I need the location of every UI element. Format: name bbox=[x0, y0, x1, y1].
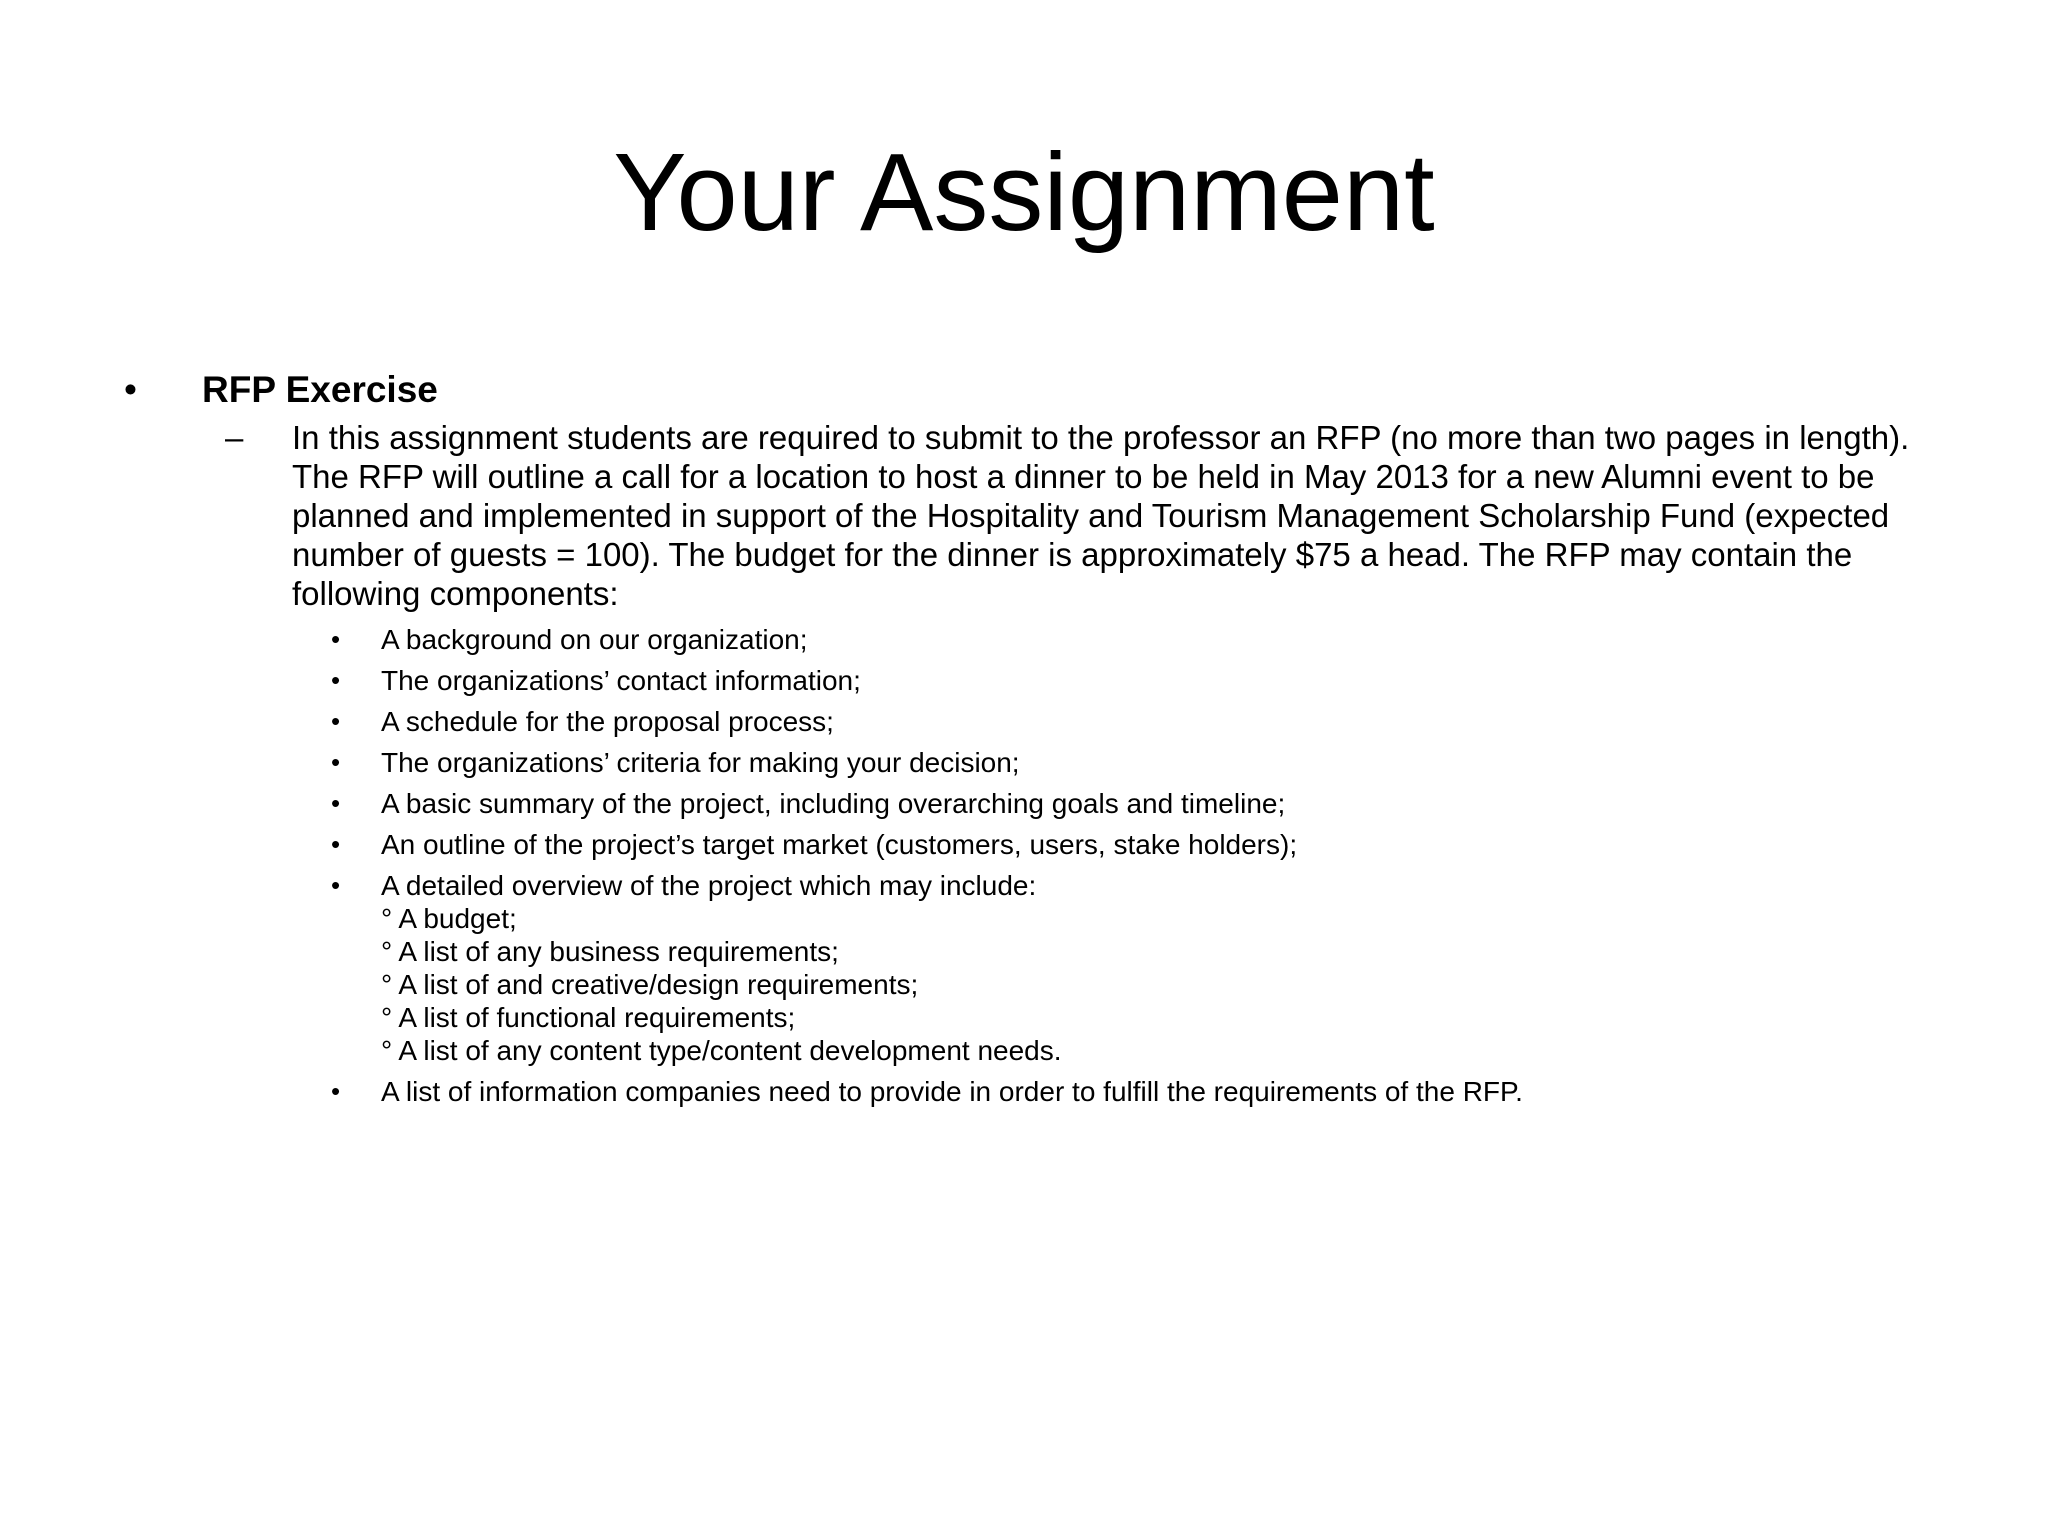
slide-title: Your Assignment bbox=[613, 131, 1435, 254]
list-item-detailed-overview bbox=[331, 869, 1981, 1067]
sub-item: ° A list of any content type/content development needs. bbox=[381, 1035, 1062, 1066]
list-item bbox=[331, 787, 1981, 820]
list-item-text: A schedule for the proposal process; bbox=[381, 706, 834, 737]
list-item-text: A detailed overview of the project which may include: bbox=[381, 870, 1037, 901]
bullet-icon: • bbox=[331, 665, 341, 695]
bullet-icon: • bbox=[331, 788, 341, 818]
sub-item: ° A budget; bbox=[381, 903, 517, 934]
heading-text: RFP Exercise bbox=[202, 369, 438, 410]
list-item bbox=[331, 623, 1981, 656]
list-item-text: The organizations’ criteria for making your decision; bbox=[381, 747, 1020, 778]
paragraph-text: In this assignment students are required to submit to the professor an RFP (no more than two pages in length). The RFP will outline a call for a location to host a dinner to be held in May 2013 for a new Alumni event to be planned and implemented in support of the Hospitality and Tourism Management Scholarship Fund (expected number of guests = 100). The budget for the dinner is approximately $75 a head. The RFP may contain the following components: bbox=[292, 419, 1910, 612]
slide-content bbox=[0, 366, 2048, 1116]
list-item-text: A basic summary of the project, including overarching goals and timeline; bbox=[381, 788, 1286, 819]
sub-item: ° A list of functional requirements; bbox=[381, 1002, 796, 1033]
bullet-icon: • bbox=[331, 624, 341, 654]
components-list bbox=[0, 623, 2048, 1108]
list-item bbox=[331, 705, 1981, 738]
dash-icon: – bbox=[225, 419, 244, 456]
list-item-text: An outline of the project’s target market (customers, users, stake holders); bbox=[381, 829, 1298, 860]
bullet-icon: • bbox=[331, 706, 341, 736]
bullet-icon: • bbox=[331, 1076, 341, 1106]
bullet-icon: • bbox=[331, 747, 341, 777]
assignment-paragraph bbox=[225, 418, 1952, 613]
bullet-icon: • bbox=[124, 369, 137, 410]
bullet-icon: • bbox=[331, 829, 341, 859]
list-item-text: A list of information companies need to provide in order to fulfill the requirements of the RFP. bbox=[381, 1076, 1523, 1107]
list-item bbox=[331, 1075, 1981, 1108]
list-item-text: A background on our organization; bbox=[381, 624, 808, 655]
list-item bbox=[331, 664, 1981, 697]
list-item bbox=[331, 828, 1981, 861]
sub-item: ° A list of and creative/design requirements; bbox=[381, 969, 919, 1000]
list-item-text: The organizations’ contact information; bbox=[381, 665, 861, 696]
list-item bbox=[331, 746, 1981, 779]
heading-item bbox=[124, 366, 2048, 414]
bullet-icon: • bbox=[331, 870, 341, 900]
sub-item: ° A list of any business requirements; bbox=[381, 936, 839, 967]
